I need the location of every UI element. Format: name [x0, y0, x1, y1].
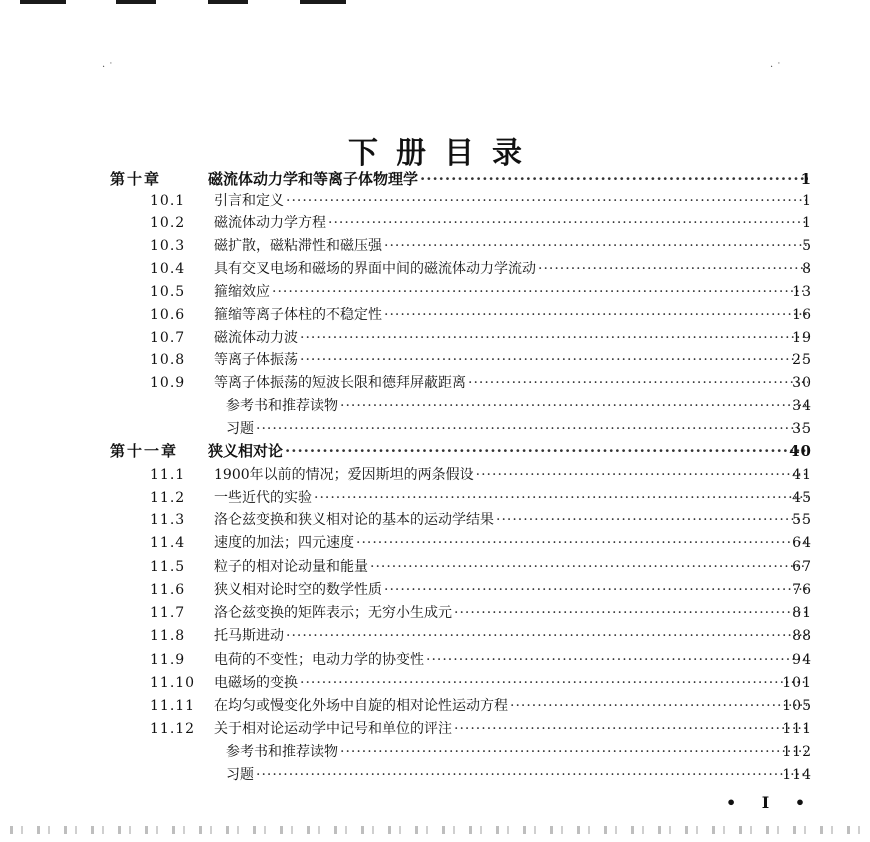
- toc-entry-page: 45: [792, 490, 812, 506]
- toc-entry-title-with-leader: [214, 672, 808, 694]
- toc-entry-title-with-leader: [226, 764, 808, 786]
- toc-entry: [0, 487, 870, 509]
- toc-entry-title-with-leader: [214, 327, 808, 349]
- toc-entry-page: 81: [792, 605, 812, 621]
- dot-leader: [272, 281, 808, 303]
- toc-entry: [0, 532, 870, 554]
- toc-entry: [0, 509, 870, 531]
- toc-entry-page: 94: [792, 652, 812, 668]
- toc-entry-number: 11.1: [150, 467, 186, 483]
- toc-entry: [0, 418, 870, 440]
- toc-entry-page: 13: [792, 284, 812, 300]
- toc-entry-page: 67: [792, 559, 812, 575]
- toc-entry-page: 1: [800, 170, 812, 188]
- toc-entry-title-with-leader: [214, 579, 808, 601]
- toc-entry-title: 磁扩散，磁粘滞性和磁压强: [214, 238, 382, 254]
- dot-leader: [426, 649, 808, 671]
- toc-entry: [0, 372, 870, 394]
- toc-entry-title-with-leader: [214, 190, 808, 212]
- toc-entry-number: 10.2: [150, 215, 186, 231]
- toc-chapter-entry: [0, 168, 870, 190]
- dot-leader: [454, 718, 808, 740]
- dot-leader: [384, 304, 808, 326]
- dot-leader: [300, 327, 808, 349]
- toc-entry-page: 1: [802, 215, 812, 231]
- toc-entry-number: 11.5: [150, 559, 186, 575]
- dot-leader: [496, 509, 808, 531]
- toc-entry: [0, 235, 870, 257]
- dot-leader: [340, 741, 808, 763]
- scan-artifact: [116, 0, 156, 4]
- scan-artifact: [208, 0, 248, 4]
- toc-entry-title: 参考书和推荐读物: [226, 744, 338, 760]
- dot-leader: [314, 487, 808, 509]
- toc-entry-page: 16: [792, 307, 812, 323]
- toc-entry: [0, 695, 870, 717]
- toc-entry-title-with-leader: [214, 212, 808, 234]
- toc-entry-title-with-leader: [214, 532, 808, 554]
- dot-leader: [370, 556, 808, 578]
- toc-entry-title: 狭义相对论时空的数学性质: [214, 582, 382, 598]
- toc-entry: [0, 625, 870, 647]
- toc-entry-title-with-leader: [214, 695, 808, 717]
- page-number: • I •: [726, 793, 816, 812]
- toc-entry-number: 10.8: [150, 352, 186, 368]
- toc-entry-title: 一些近代的实验: [214, 490, 312, 506]
- dot-leader: [384, 579, 808, 601]
- toc-entry-page: 25: [792, 352, 812, 368]
- toc-entry-title: 洛仑兹变换的矩阵表示；无穷小生成元: [214, 605, 452, 621]
- toc-entry: [0, 602, 870, 624]
- dot-leader: [468, 372, 808, 394]
- toc-entry: [0, 395, 870, 417]
- toc-entry-title: 速度的加法；四元速度: [214, 535, 354, 551]
- toc-entry-title-with-leader: [214, 235, 808, 257]
- toc-entry-title-with-leader: [226, 741, 808, 763]
- toc-entry-page: 88: [792, 628, 812, 644]
- toc-entry: [0, 190, 870, 212]
- toc-entry-page: 19: [792, 330, 812, 346]
- toc-entry-number: 第十一章: [110, 442, 179, 460]
- toc-entry-title: 等离子体振荡的短波长限和德拜屏蔽距离: [214, 375, 466, 391]
- toc-entry-title: 关于相对论运动学中记号和单位的评注: [214, 721, 452, 737]
- dot-leader: [256, 764, 808, 786]
- dot-leader: [286, 190, 808, 212]
- dot-leader: [476, 464, 808, 486]
- toc-entry-title-with-leader: [214, 625, 808, 647]
- toc-entry: [0, 258, 870, 280]
- toc-entry-page: 1: [802, 193, 812, 209]
- toc-entry-title: 洛仑兹变换和狭义相对论的基本的运动学结果: [214, 512, 494, 528]
- toc-entry-page: 41: [792, 467, 812, 483]
- toc-entry-page: 112: [782, 744, 812, 760]
- toc-entry-title-with-leader: [214, 349, 808, 371]
- toc-entry-title-with-leader: [226, 395, 808, 417]
- toc-entry-title-with-leader: [214, 718, 808, 740]
- scan-artifact: [10, 826, 860, 834]
- toc-entry-title: 电荷的不变性；电动力学的协变性: [214, 652, 424, 668]
- toc-entry-page: 55: [792, 512, 812, 528]
- toc-entry: [0, 764, 870, 786]
- toc-entry: [0, 464, 870, 486]
- toc-entry-number: 第十章: [110, 170, 162, 188]
- toc-entry-title-with-leader: [226, 418, 808, 440]
- toc-entry-number: 11.9: [150, 652, 186, 668]
- toc-entry-title: 习题: [226, 421, 254, 437]
- toc-entry-number: 10.5: [150, 284, 186, 300]
- scan-artifact: [20, 0, 66, 4]
- toc-entry-title-with-leader: [214, 556, 808, 578]
- toc-entry-title: 托马斯进动: [214, 628, 284, 644]
- toc-entry-number: 10.7: [150, 330, 186, 346]
- toc-entry-page: 5: [802, 238, 812, 254]
- page-title: 下册目录: [348, 136, 540, 172]
- toc-entry: [0, 349, 870, 371]
- dot-leader: [356, 532, 808, 554]
- toc-entry-title: 磁流体动力学和等离子体物理学: [208, 170, 419, 188]
- toc-entry-title: 粒子的相对论动量和能量: [214, 559, 368, 575]
- toc-entry-title: 在均匀或慢变化外场中自旋的相对论性运动方程: [214, 698, 508, 714]
- toc-entry-title-with-leader: [214, 258, 808, 280]
- toc-entry-number: 11.10: [150, 675, 196, 691]
- toc-entry-title: 1900年以前的情况；爱因斯坦的两条假设: [214, 467, 474, 483]
- scan-artifact: [300, 0, 346, 4]
- toc-entry-number: 10.3: [150, 238, 186, 254]
- toc-entry-number: 10.1: [150, 193, 186, 209]
- toc-entry: [0, 281, 870, 303]
- toc-entry-number: 11.3: [150, 512, 186, 528]
- toc-entry: [0, 304, 870, 326]
- toc-entry-title: 等离子体振荡: [214, 352, 298, 368]
- toc-entry-title-with-leader: [214, 649, 808, 671]
- toc-entry-number: 11.4: [150, 535, 186, 551]
- toc-entry-title-with-leader: [214, 487, 808, 509]
- toc-entry-page: 35: [792, 421, 812, 437]
- toc-entry: [0, 212, 870, 234]
- toc-entry-title: 箍缩效应: [214, 284, 270, 300]
- dot-leader: [300, 672, 808, 694]
- toc-entry: [0, 556, 870, 578]
- toc-entry-page: 30: [792, 375, 812, 391]
- toc-entry-title: 磁流体动力学方程: [214, 215, 326, 231]
- toc-entry-title: 箍缩等离子体柱的不稳定性: [214, 307, 382, 323]
- scan-speck: · ˙: [770, 62, 782, 73]
- toc-entry: [0, 649, 870, 671]
- dot-leader: [285, 440, 808, 462]
- toc-entry-number: 11.8: [150, 628, 186, 644]
- toc-entry: [0, 741, 870, 763]
- toc-entry-title-with-leader: [214, 304, 808, 326]
- dot-leader: [538, 258, 808, 280]
- toc-entry-page: 105: [782, 698, 812, 714]
- toc-entry-number: 11.12: [150, 721, 196, 737]
- toc-entry-title-with-leader: [214, 372, 808, 394]
- toc-entry-title-with-leader: [214, 464, 808, 486]
- toc-entry-title: 习题: [226, 767, 254, 783]
- toc-entry: [0, 672, 870, 694]
- toc-entry-number: 11.2: [150, 490, 186, 506]
- dot-leader: [340, 395, 808, 417]
- toc-entry-title: 狭义相对论: [208, 442, 284, 460]
- toc-entry-page: 111: [782, 721, 812, 737]
- toc-entry-title: 磁流体动力波: [214, 330, 298, 346]
- toc-entry-title-with-leader: [214, 509, 808, 531]
- toc-entry: [0, 718, 870, 740]
- toc-entry-page: 64: [792, 535, 812, 551]
- toc-entry-page: 101: [782, 675, 812, 691]
- toc-entry-number: 10.4: [150, 261, 186, 277]
- toc-entry-page: 114: [782, 767, 812, 783]
- toc-entry-number: 11.7: [150, 605, 186, 621]
- toc-entry-page: 8: [802, 261, 812, 277]
- toc-entry-title: 具有交叉电场和磁场的界面中间的磁流体动力学流动: [214, 261, 536, 277]
- dot-leader: [300, 349, 808, 371]
- toc-entry: [0, 327, 870, 349]
- scan-speck: · ˙: [102, 62, 114, 73]
- dot-leader: [286, 625, 808, 647]
- toc-entry-page: 76: [792, 582, 812, 598]
- toc-entry-page: 40: [789, 442, 812, 460]
- toc-entry-title-with-leader: [214, 602, 808, 624]
- toc-entry: [0, 579, 870, 601]
- toc-entry-number: 10.6: [150, 307, 186, 323]
- toc-chapter-entry: [0, 440, 870, 462]
- toc-entry-title-with-leader: [214, 281, 808, 303]
- toc-entry-number: 11.6: [150, 582, 186, 598]
- toc-entry-number: 11.11: [150, 698, 196, 714]
- toc-entry-title-with-leader: [208, 168, 808, 190]
- toc-entry-number: 10.9: [150, 375, 186, 391]
- dot-leader: [328, 212, 808, 234]
- dot-leader: [510, 695, 808, 717]
- toc-entry-title-with-leader: [208, 440, 808, 462]
- dot-leader: [420, 168, 808, 190]
- dot-leader: [454, 602, 808, 624]
- dot-leader: [256, 418, 808, 440]
- dot-leader: [384, 235, 808, 257]
- toc-entry-page: 34: [792, 398, 812, 414]
- toc-entry-title: 引言和定义: [214, 193, 284, 209]
- toc-entry-title: 参考书和推荐读物: [226, 398, 338, 414]
- toc-entry-title: 电磁场的变换: [214, 675, 298, 691]
